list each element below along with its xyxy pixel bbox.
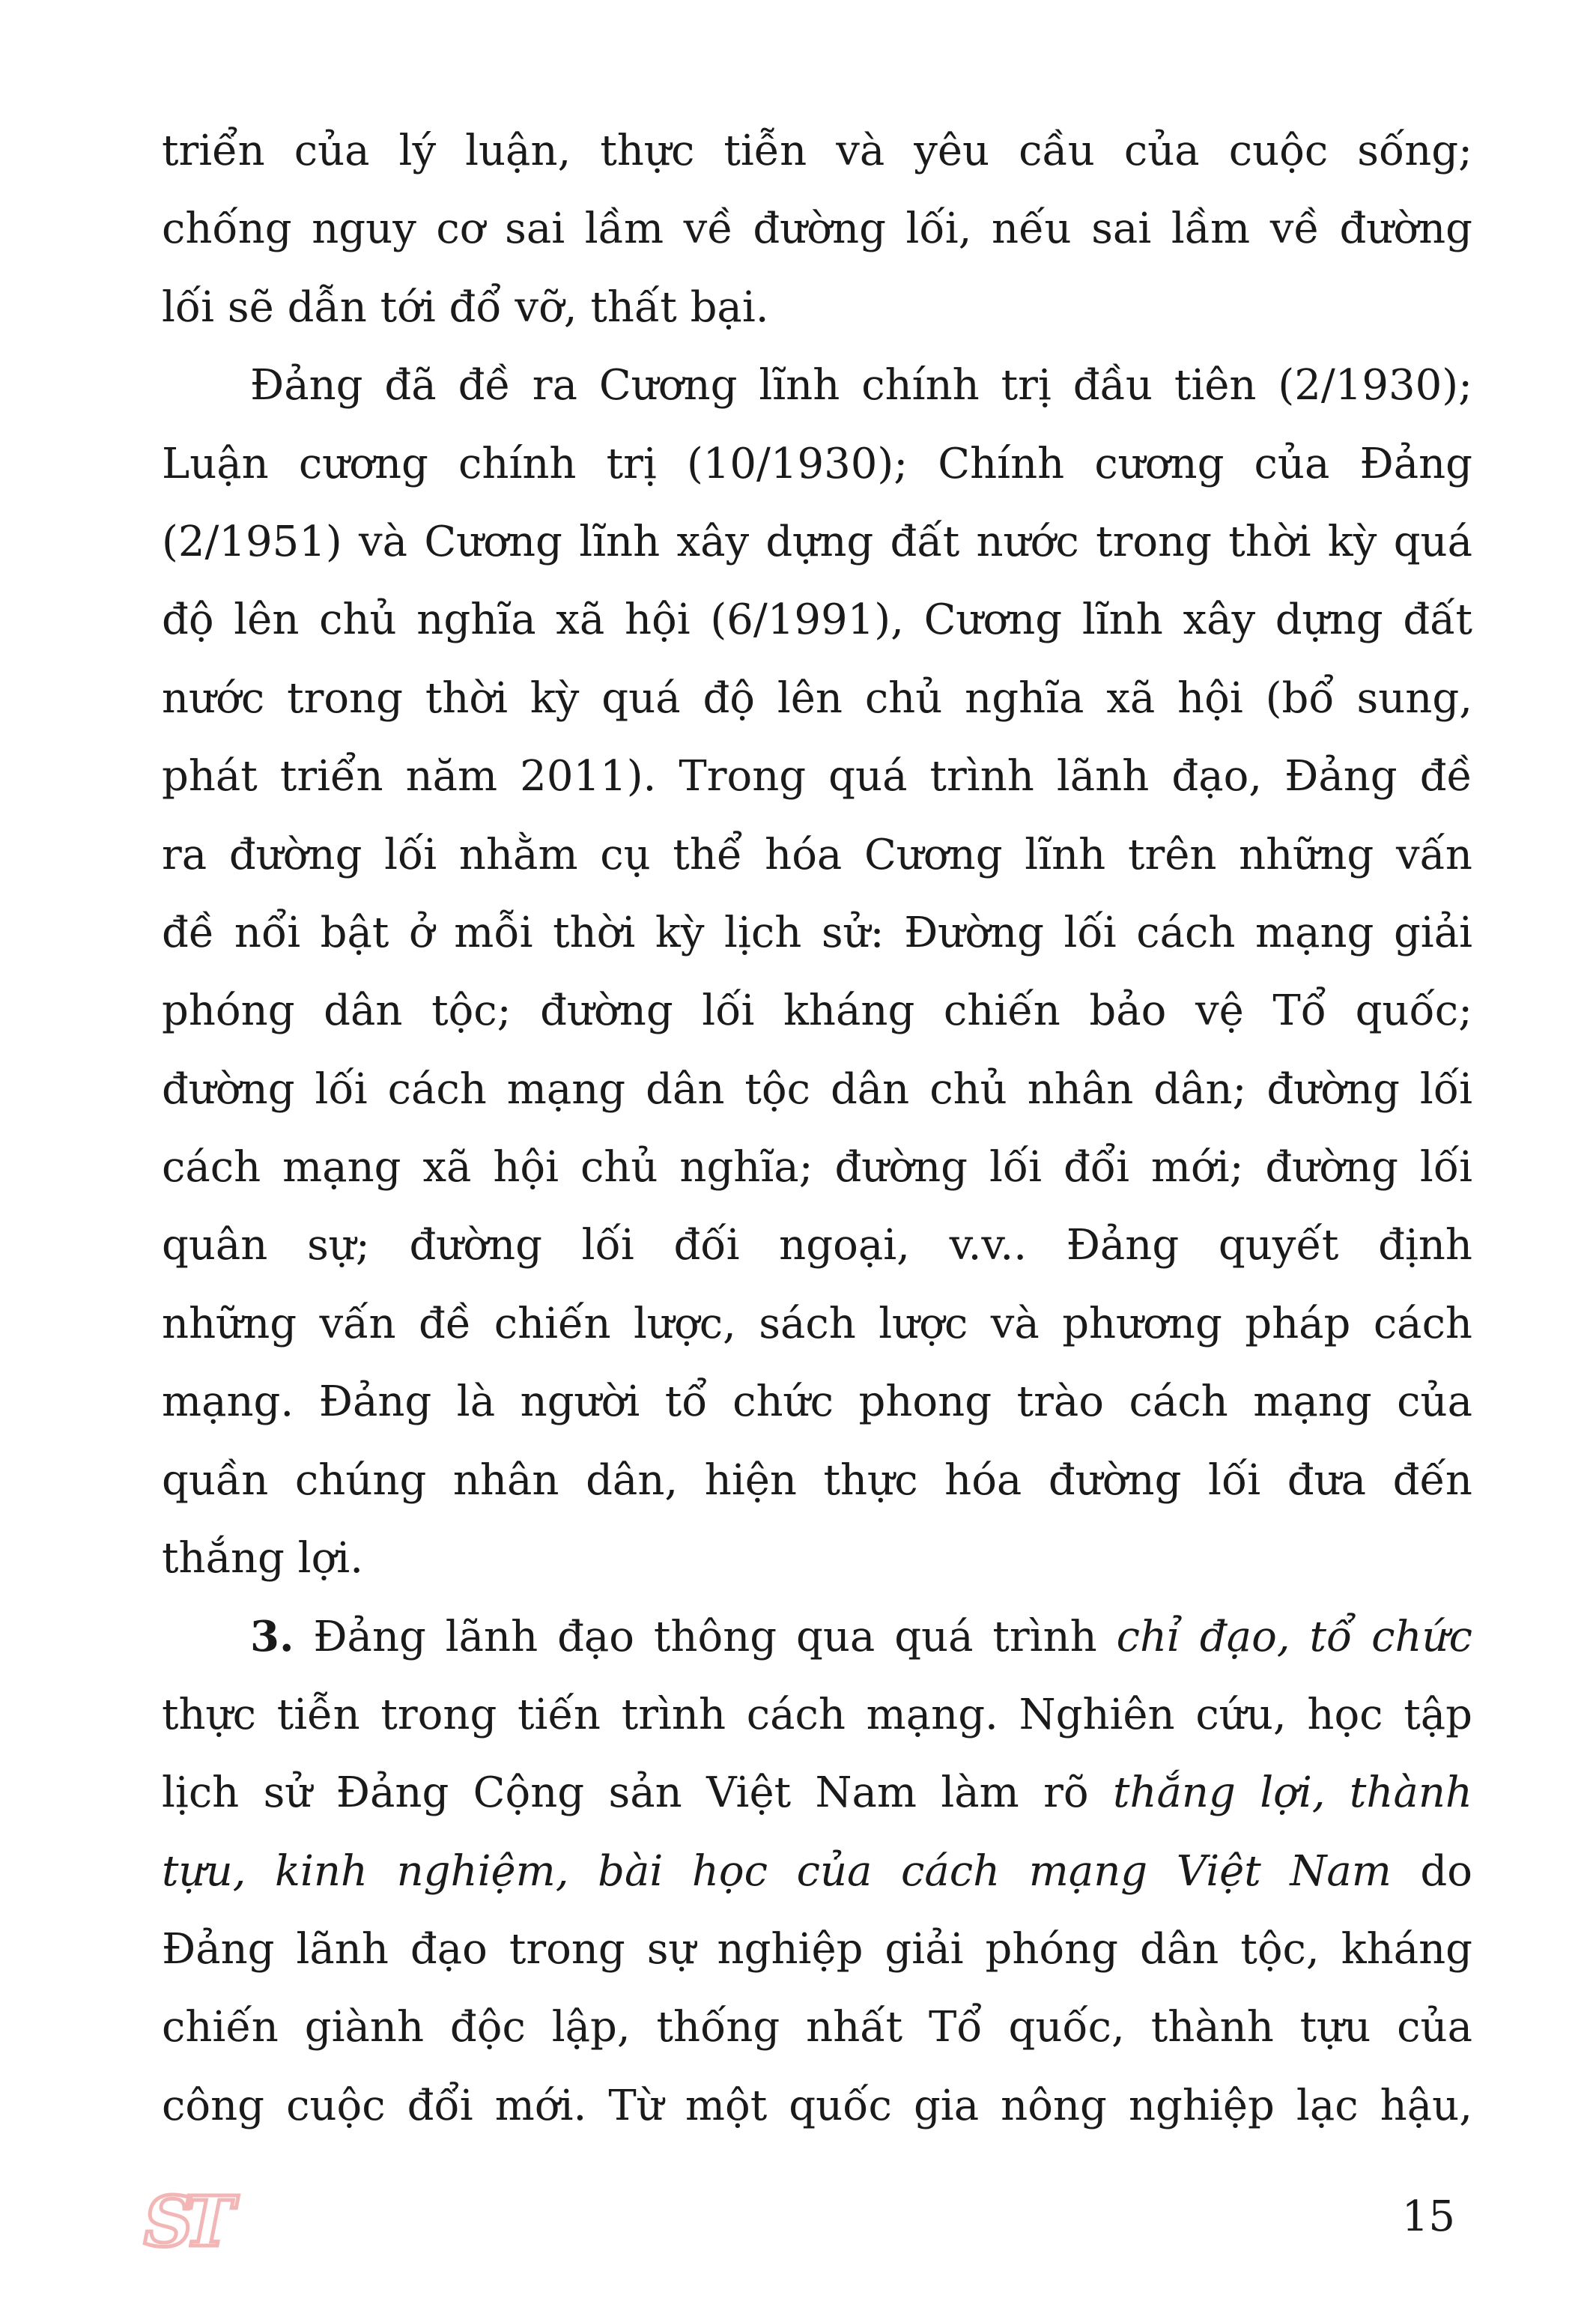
text-run: do [1391,1846,1472,1896]
paragraph-2 [162,347,1472,1598]
st-publisher-logo-icon [141,2180,224,2262]
text-line [162,1598,1472,1676]
section-number: 3. [250,1612,294,1662]
text-line: đường lối cách mạng dân tộc dân chủ nhân dân; đường lối [162,1064,1472,1114]
text-line: quân sự; đường lối đối ngoại, v.v.. Đảng quyết định [162,1221,1472,1270]
text-line: ra đường lối nhằm cụ thể hóa Cương lĩnh trên những vấn [162,830,1472,879]
text-line: lối sẽ dẫn tới đổ vỡ, thất bại. [162,282,769,332]
text-line: chiến giành độc lập, thống nhất Tổ quốc, thành tựu của [162,2003,1472,2052]
text-line: chống nguy cơ sai lầm về đường lối, nếu sai lầm về đường [162,204,1472,254]
body-text [162,112,1472,2145]
text-line: đề nổi bật ở mỗi thời kỳ lịch sử: Đường lối cách mạng giải [162,908,1472,957]
text-line: (2/1951) và Cương lĩnh xây dựng đất nước trong thời kỳ quá [162,517,1472,566]
text-line: phát triển năm 2011). Trong quá trình lãnh đạo, Đảng đề [162,752,1472,801]
text-line [162,1754,1472,1832]
text-line: phóng dân tộc; đường lối kháng chiến bảo vệ Tổ quốc; [162,986,1472,1036]
paragraph-3 [162,1598,1472,2145]
paragraph-1 [162,112,1472,347]
text-line: Luận cương chính trị (10/1930); Chính cương của Đảng [162,439,1472,488]
text-line: thắng lợi. [162,1534,364,1583]
text-line: Đảng đã đề ra Cương lĩnh chính trị đầu tiên (2/1930); [250,361,1472,410]
text-line: triển của lý luận, thực tiễn và yêu cầu của cuộc sống; [162,127,1472,175]
text-line: những vấn đề chiến lược, sách lược và phương pháp cách [162,1299,1472,1348]
text-line: công cuộc đổi mới. Từ một quốc gia nông nghiệp lạc hậu, [162,2081,1472,2130]
page-number: 15 [1401,2192,1455,2241]
logo-lettering: ST [144,2181,224,2262]
text-line: quần chúng nhân dân, hiện thực hóa đường lối đưa đến [162,1455,1472,1505]
text-line: độ lên chủ nghĩa xã hội (6/1991), Cương lĩnh xây dựng đất [162,595,1472,645]
emphasis-text: chỉ đạo, tổ chức [1116,1613,1472,1662]
text-line: cách mạng xã hội chủ nghĩa; đường lối đổi mới; đường lối [162,1143,1472,1192]
text-run: lịch sử Đảng Cộng sản Việt Nam làm rõ [162,1768,1113,1818]
text-run: Đảng lãnh đạo thông qua quá trình [294,1613,1117,1662]
text-line: thực tiễn trong tiến trình cách mạng. Nghiên cứu, học tập [162,1690,1472,1739]
text-line: Đảng lãnh đạo trong sự nghiệp giải phóng dân tộc, kháng [162,1924,1472,1974]
text-line [162,1833,1472,1911]
emphasis-text: tựu, kinh nghiệm, bài học của cách mạng Việt Nam [162,1846,1392,1896]
text-line: nước trong thời kỳ quá độ lên chủ nghĩa xã hội (bổ sung, [162,673,1472,723]
text-line: mạng. Đảng là người tổ chức phong trào cách mạng của [162,1377,1472,1427]
emphasis-text: thắng lợi, thành [1112,1768,1472,1818]
